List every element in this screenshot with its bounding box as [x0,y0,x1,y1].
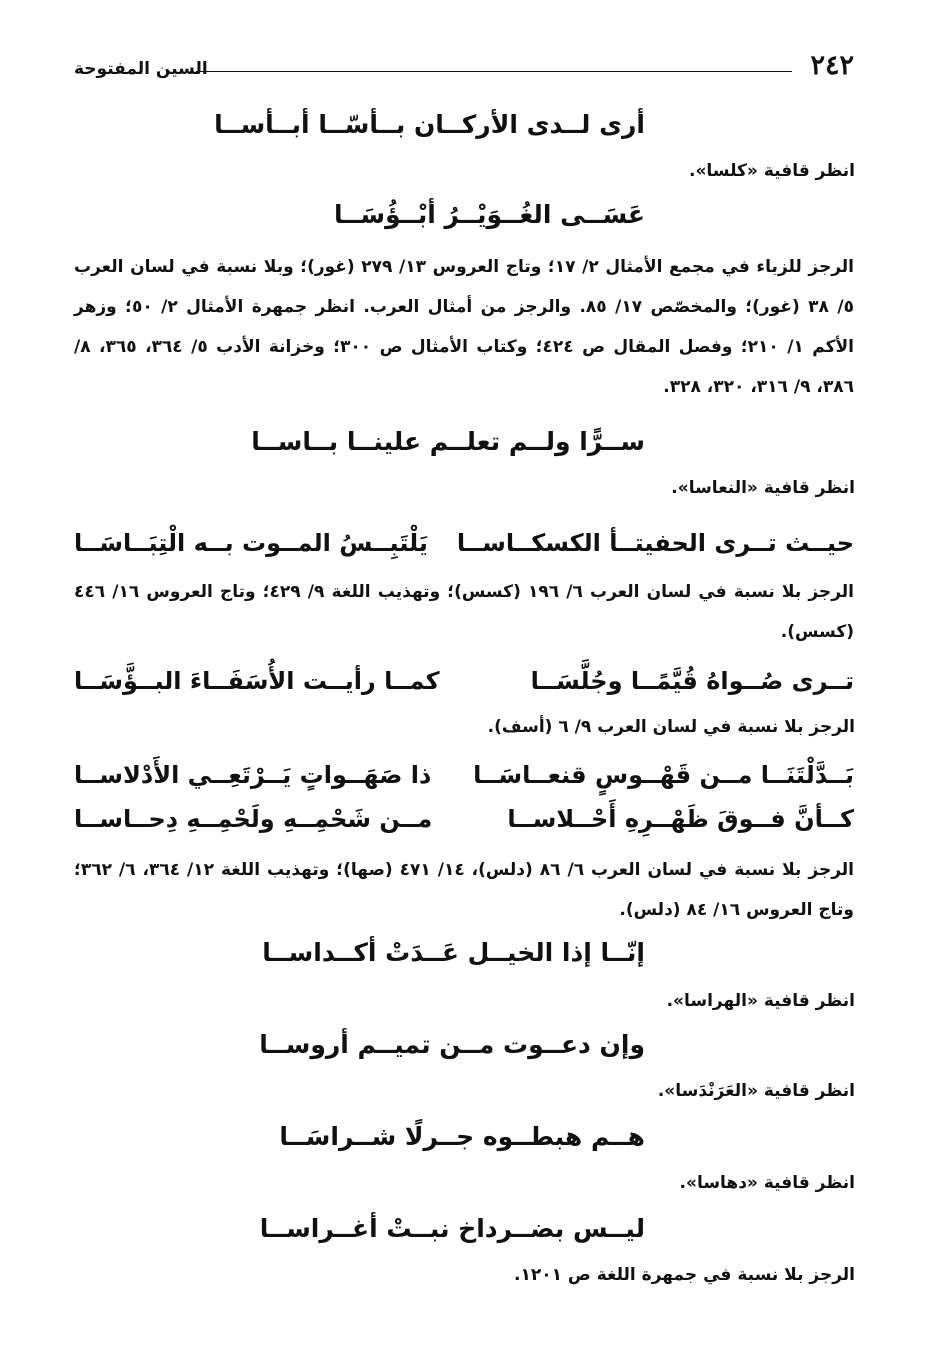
verse-couplet [74,666,854,702]
second-hemistich: يَلْتَبِــسُ المــوت بــه الْتِبَــاسَــا [74,529,428,557]
header-rule [196,71,792,72]
citation-paragraph: الرجز بلا نسبة في لسان العرب ٦/ ٨٦ (دلس)، ١٤/ ٤٧١ (صها)؛ وتهذيب اللغة ١٢/ ٣٦٤، ٦/ ٣٦٢؛ وتاج العروس ١٦/ ٨٤ (دلس). [74,860,854,920]
verse-line: عَسَــى الغُــوَيْــرُ أبْــؤُسَــا [334,200,645,229]
first-hemistich: بَــدَّلْتَنَــا مــن قَهْــوسٍ قنعــاسَــا [473,761,854,789]
cross-reference-note: انظر قافية «دهاسا». [679,1173,855,1193]
cross-reference-note: انظر قافية «الهراسا». [666,991,855,1011]
verse-couplet [74,760,854,796]
verse-line: أرى لــدى الأركــان بــأسّــا أبــأســا [214,110,645,139]
second-hemistich: مــن شَحْمِــهِ ولَحْمِــهِ دِحــاســا [74,805,433,833]
cross-reference-note: انظر قافية «كلسا». [688,161,855,181]
first-hemistich: كــأنَّ فــوقَ ظَهْــرِهِ أَحْــلاســا [507,805,854,833]
page-header [74,50,854,84]
verse-line: ليــس بضــرداخ نبــتْ أغــراســا [259,1214,645,1243]
chapter-title: السين المفتوحة [74,59,208,79]
verse-couplet [74,528,854,564]
verse-line: هــم هبطــوه جــرلًا شــراسَــا [279,1122,645,1151]
cross-reference-note: انظر قافية «النعاسا». [671,478,855,498]
citation-paragraph: الرجز للزباء في مجمع الأمثال ٢/ ١٧؛ وتاج العروس ١٣/ ٢٧٩ (غور)؛ وبلا نسبة في لسان العرب ٥/ ٣٨ (غور)؛ والمخصّص ١٧/ ٨٥. والرجز من أمثال العرب. انظر جمهرة الأمثال ٢/ ٥٠؛ وزهر الأكم ١/ ٢١٠؛ وفصل المقال ص ٤٢٤؛ وكتاب الأمثال ص ٣٠٠؛ وخزانة الأدب ٥/ ٣٦٤، ٣٦٥، ٨/ ٣٨٦، ٩/ ٣١٦، ٣٢٠، ٣٢٨. [74,257,855,397]
citation-note: الرجز بلا نسبة في جمهرة اللغة ص ١٢٠١. [514,1265,855,1285]
verse-line: إنّــا إذا الخيــل عَــدَتْ أكــداســا [262,938,645,967]
verse-line: وإن دعــوت مــن تميــم أروســا [259,1030,645,1059]
first-hemistich: حيــث تــرى الحفيتــأ الكسكــاســا [456,529,854,557]
citation-paragraph: الرجز بلا نسبة في لسان العرب ٦/ ١٩٦ (كسس)؛ وتهذيب اللغة ٩/ ٤٢٩؛ وتاج العروس ١٦/ ٤٤٦ (كسس). [74,582,854,642]
verse-line: ســرًّا ولــم تعلــم علينــا بــاســا [251,427,645,456]
verse-couplet [74,804,854,840]
second-hemistich: ذا صَهَــواتٍ يَــرْتَعِــي الأَدْلاســا [74,761,432,789]
first-hemistich: تــرى صُــواهُ قُيَّمًــا وجُلَّسَــا [530,667,854,695]
cross-reference-note: انظر قافية «العَرَنْدَسا». [657,1081,855,1101]
citation-note: الرجز بلا نسبة في لسان العرب ٩/ ٦ (أسف). [487,717,855,737]
second-hemistich: كمــا رأيــت الأُسَفَــاءَ البــؤَّسَــا [74,667,440,695]
page-number: ٢٤٢ [810,50,854,81]
